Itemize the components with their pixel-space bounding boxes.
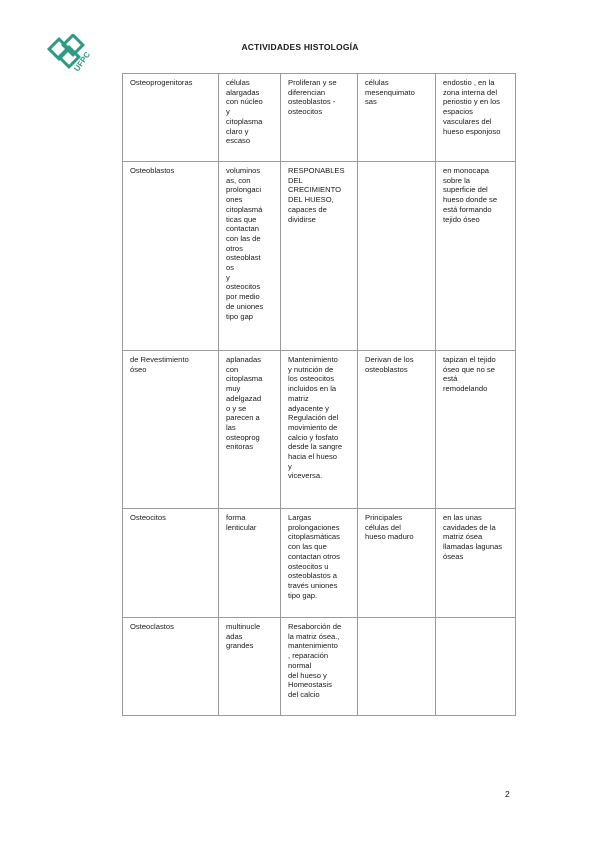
cell-origin: Derivan de los osteoblastos xyxy=(358,351,436,509)
cell-location: tapizan el tejido óseo que no se está remodelando xyxy=(436,351,516,509)
cell-function: Mantenimiento y nutrición de los osteocitos incluidos en la matriz adyacente y Regulación del movimiento de calcio y fosfato desde la sangre hacia el hueso y viceversa. xyxy=(281,351,358,509)
cell-morphology: células alargadas con núcleo y citoplasma claro y escaso xyxy=(219,74,281,162)
table-row xyxy=(123,74,516,162)
cell-morphology: voluminos as, con prolongaci ones citoplasmá ticas que contactan con las de otros osteoblast os y osteocitos por medio de uniones tipo gap xyxy=(219,162,281,351)
cell-function: Resaborción de la matriz ósea., mantenimiento , reparación normal del hueso y Homeostasis del calcio xyxy=(281,618,358,716)
table-row xyxy=(123,509,516,618)
histology-table xyxy=(122,73,516,716)
table-row xyxy=(123,351,516,509)
cell-function: RESPONABLES DEL CRECIMIENTO DEL HUESO, capaces de dividirse xyxy=(281,162,358,351)
cell-origin: células mesenquimato sas xyxy=(358,74,436,162)
cell-cell-type: Osteocitos xyxy=(123,509,219,618)
table-row xyxy=(123,618,516,716)
cell-function: Largas prolongaciones citoplasmáticas con las que contactan otros osteocitos u osteoblastos a través uniones tipo gap. xyxy=(281,509,358,618)
cell-location xyxy=(436,618,516,716)
cell-cell-type: Osteoblastos xyxy=(123,162,219,351)
cell-cell-type: Osteoprogenitoras xyxy=(123,74,219,162)
cell-origin xyxy=(358,162,436,351)
cell-origin: Principales células del hueso maduro xyxy=(358,509,436,618)
cell-cell-type: de Revestimiento óseo xyxy=(123,351,219,509)
cell-morphology: multinucle adas grandes xyxy=(219,618,281,716)
ufpc-logo xyxy=(46,34,100,74)
cell-morphology: aplanadas con citoplasma muy adelgazad o y se parecen a las osteoprog enitoras xyxy=(219,351,281,509)
logo-text: UFPC xyxy=(72,50,93,74)
cell-location: en monocapa sobre la superficie del hueso donde se está formando tejido óseo xyxy=(436,162,516,351)
cell-morphology: forma lenticular xyxy=(219,509,281,618)
cell-location: en las unas cavidades de la matriz ósea llamadas lagunas óseas xyxy=(436,509,516,618)
cell-origin xyxy=(358,618,436,716)
cell-cell-type: Osteoclastos xyxy=(123,618,219,716)
cell-location: endostio , en la zona interna del periostio y en los espacios vasculares del hueso esponjoso xyxy=(436,74,516,162)
page-number: 2 xyxy=(505,789,510,799)
table-row xyxy=(123,162,516,351)
document-title: ACTIVIDADES HISTOLOGÍA xyxy=(241,42,359,52)
cell-function: Proliferan y se diferencian osteoblastos - osteocitos xyxy=(281,74,358,162)
